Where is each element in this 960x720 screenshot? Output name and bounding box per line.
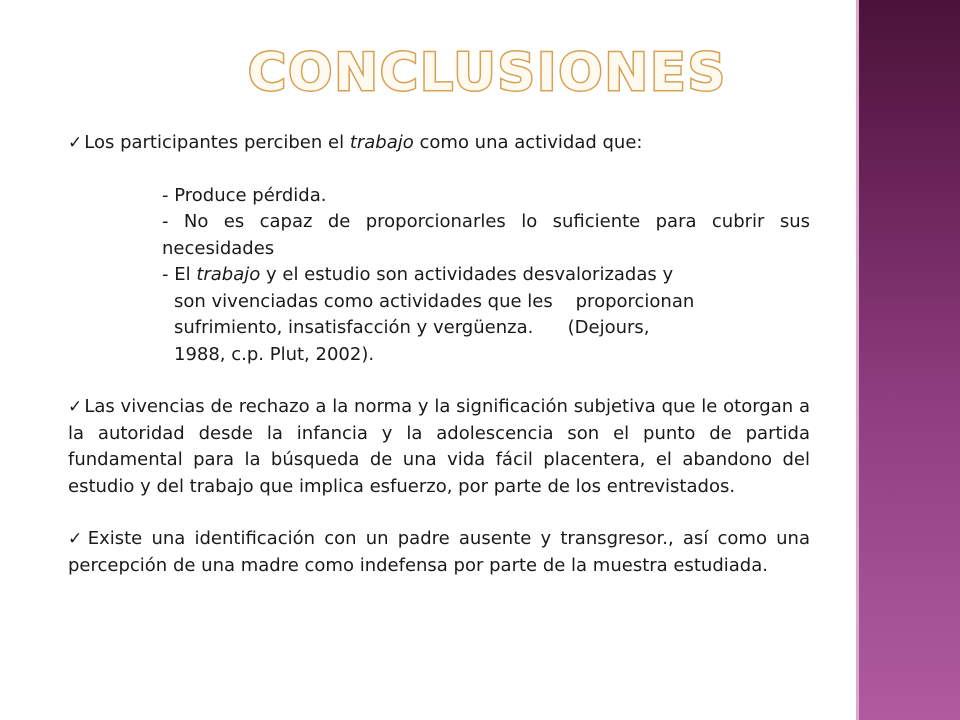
sub-item-3-line-4: 1988, c.p. Plut, 2002).: [174, 343, 375, 365]
sub-item-3-emphasis: trabajo: [196, 264, 261, 285]
bullet-1-sublist: [68, 183, 810, 369]
sub-item-3: [162, 262, 810, 289]
checkmark-icon: ✓: [68, 397, 83, 417]
slide-content: [68, 130, 810, 579]
sub-item-1: - Produce pérdida.: [162, 184, 327, 206]
sub-item-3-pre: - El: [162, 264, 197, 285]
spacer: [68, 157, 810, 183]
sub-item-3-post: y el estudio son actividades desvalorizadas y: [260, 264, 674, 285]
spacer: [68, 368, 810, 394]
checkmark-icon: ✓: [68, 133, 83, 153]
bullet-2-text: Las vivencias de rechazo a la norma y la significación subjetiva que le otorgan a la autoridad desde la infancia y la adolescencia son el punto de partida fundamental para la búsqueda de una vida fácil placentera, el abandono del estudio y del trabajo que implica esfuerzo, por parte de los entrevistados.: [68, 396, 810, 497]
decorative-side-band: [856, 0, 960, 720]
sub-item-3-line-3: sufrimiento, insatisfacción y vergüenza. (Dejours,: [174, 317, 650, 338]
spacer: [68, 500, 810, 526]
bullet-3: [68, 526, 810, 579]
side-band-edge: [856, 0, 859, 720]
bullet-1-intro-post: como una actividad que:: [413, 132, 643, 153]
bullet-3-text: Existe una identificación con un padre ausente y transgresor., así como una percepción de una madre como indefensa por parte de la muestra estudiada.: [68, 528, 810, 576]
checkmark-icon: ✓: [68, 529, 86, 549]
slide-title: [240, 40, 728, 103]
slide-title-text: CONCLUSIONES: [248, 43, 728, 103]
bullet-2: [68, 394, 810, 500]
bullet-1: [68, 130, 810, 157]
bullet-1-intro-pre: Los participantes perciben el: [84, 132, 350, 153]
sub-item-3-line-2: son vivenciadas como actividades que les proporcionan: [174, 290, 695, 312]
sub-item-2: - No es capaz de proporcionarles lo suficiente para cubrir sus necesidades: [162, 211, 810, 259]
bullet-1-intro-emphasis: trabajo: [349, 132, 414, 153]
